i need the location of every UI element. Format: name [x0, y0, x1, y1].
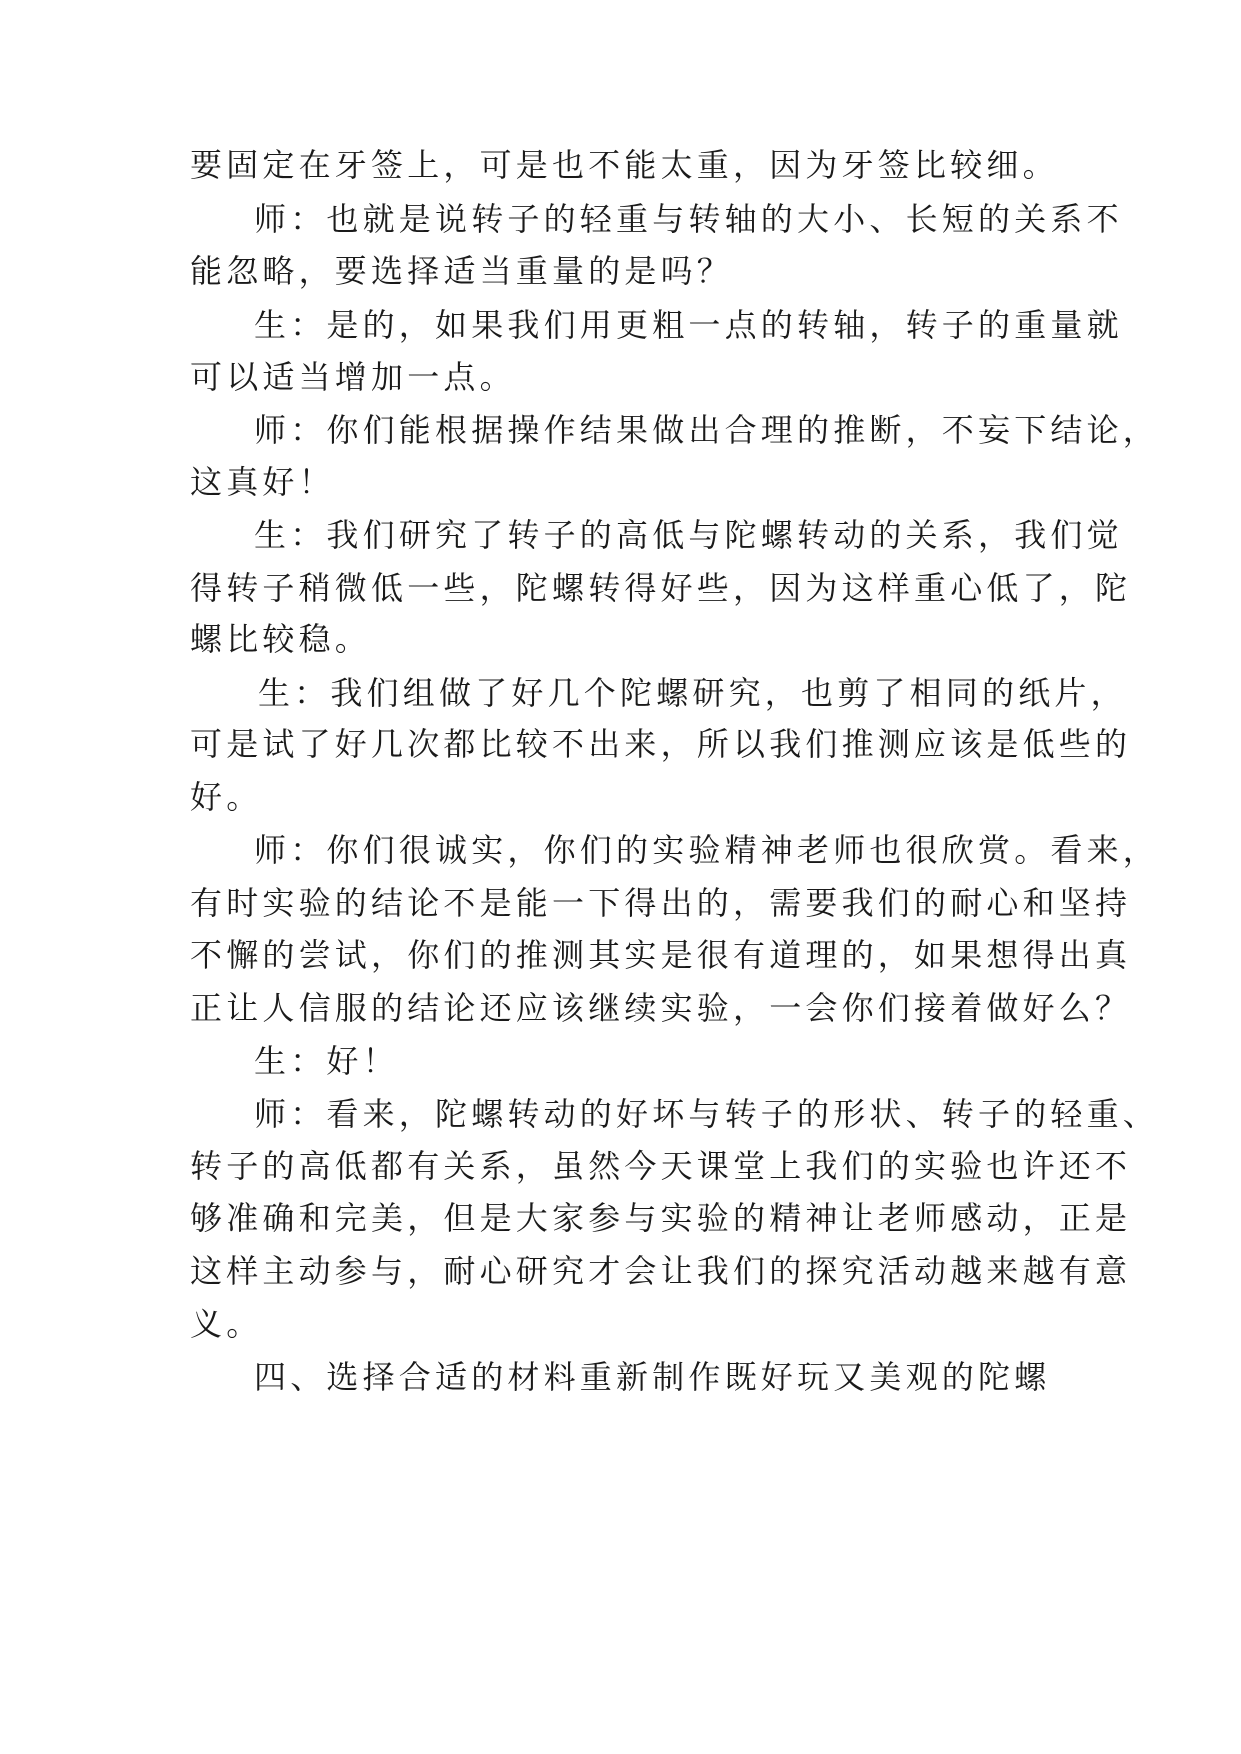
text-line: 生：我们组做了好几个陀螺研究，也剪了相同的纸片，	[258, 674, 1127, 712]
text-line: 能忽略，要选择适当重量的是吗？	[190, 252, 734, 290]
text-line: 螺比较稳。	[190, 620, 372, 658]
text-line: 有时实验的结论不是能一下得出的，需要我们的耐心和坚持	[190, 884, 1132, 922]
text-line: 这真好！	[190, 463, 335, 501]
text-line: 得转子稍微低一些，陀螺转得好些，因为这样重心低了，陀	[190, 569, 1132, 607]
text-line: 够准确和完美，但是大家参与实验的精神让老师感动，正是	[190, 1199, 1132, 1237]
text-line: 不懈的尝试，你们的推测其实是很有道理的，如果想得出真	[190, 936, 1132, 974]
text-line: 生：是的，如果我们用更粗一点的转轴，转子的重量就	[254, 306, 1123, 344]
text-line: 转子的高低都有关系，虽然今天课堂上我们的实验也许还不	[190, 1147, 1132, 1185]
text-line: 师：你们很诚实，你们的实验精神老师也很欣赏。看来，	[254, 831, 1160, 869]
text-line: 可以适当增加一点。	[190, 358, 516, 396]
section-heading: 四、选择合适的材料重新制作既好玩又美观的陀螺	[254, 1358, 1051, 1396]
text-line: 可是试了好几次都比较不出来，所以我们推测应该是低些的	[190, 725, 1132, 763]
text-line: 好。	[190, 778, 263, 816]
text-line: 师：你们能根据操作结果做出合理的推断，不妄下结论，	[254, 411, 1160, 449]
text-line: 生：我们研究了转子的高低与陀螺转动的关系，我们觉	[254, 516, 1123, 554]
text-line: 师：也就是说转子的轻重与转轴的大小、长短的关系不	[254, 200, 1123, 238]
text-line: 要固定在牙签上，可是也不能太重，因为牙签比较细。	[190, 146, 1059, 184]
text-line: 师：看来，陀螺转动的好坏与转子的形状、转子的轻重、	[254, 1095, 1160, 1133]
text-line: 正让人信服的结论还应该继续实验，一会你们接着做好么？	[190, 989, 1132, 1027]
text-line: 这样主动参与，耐心研究才会让我们的探究活动越来越有意	[190, 1252, 1132, 1290]
text-line: 义。	[190, 1305, 263, 1343]
text-line: 生：好！	[254, 1042, 399, 1080]
